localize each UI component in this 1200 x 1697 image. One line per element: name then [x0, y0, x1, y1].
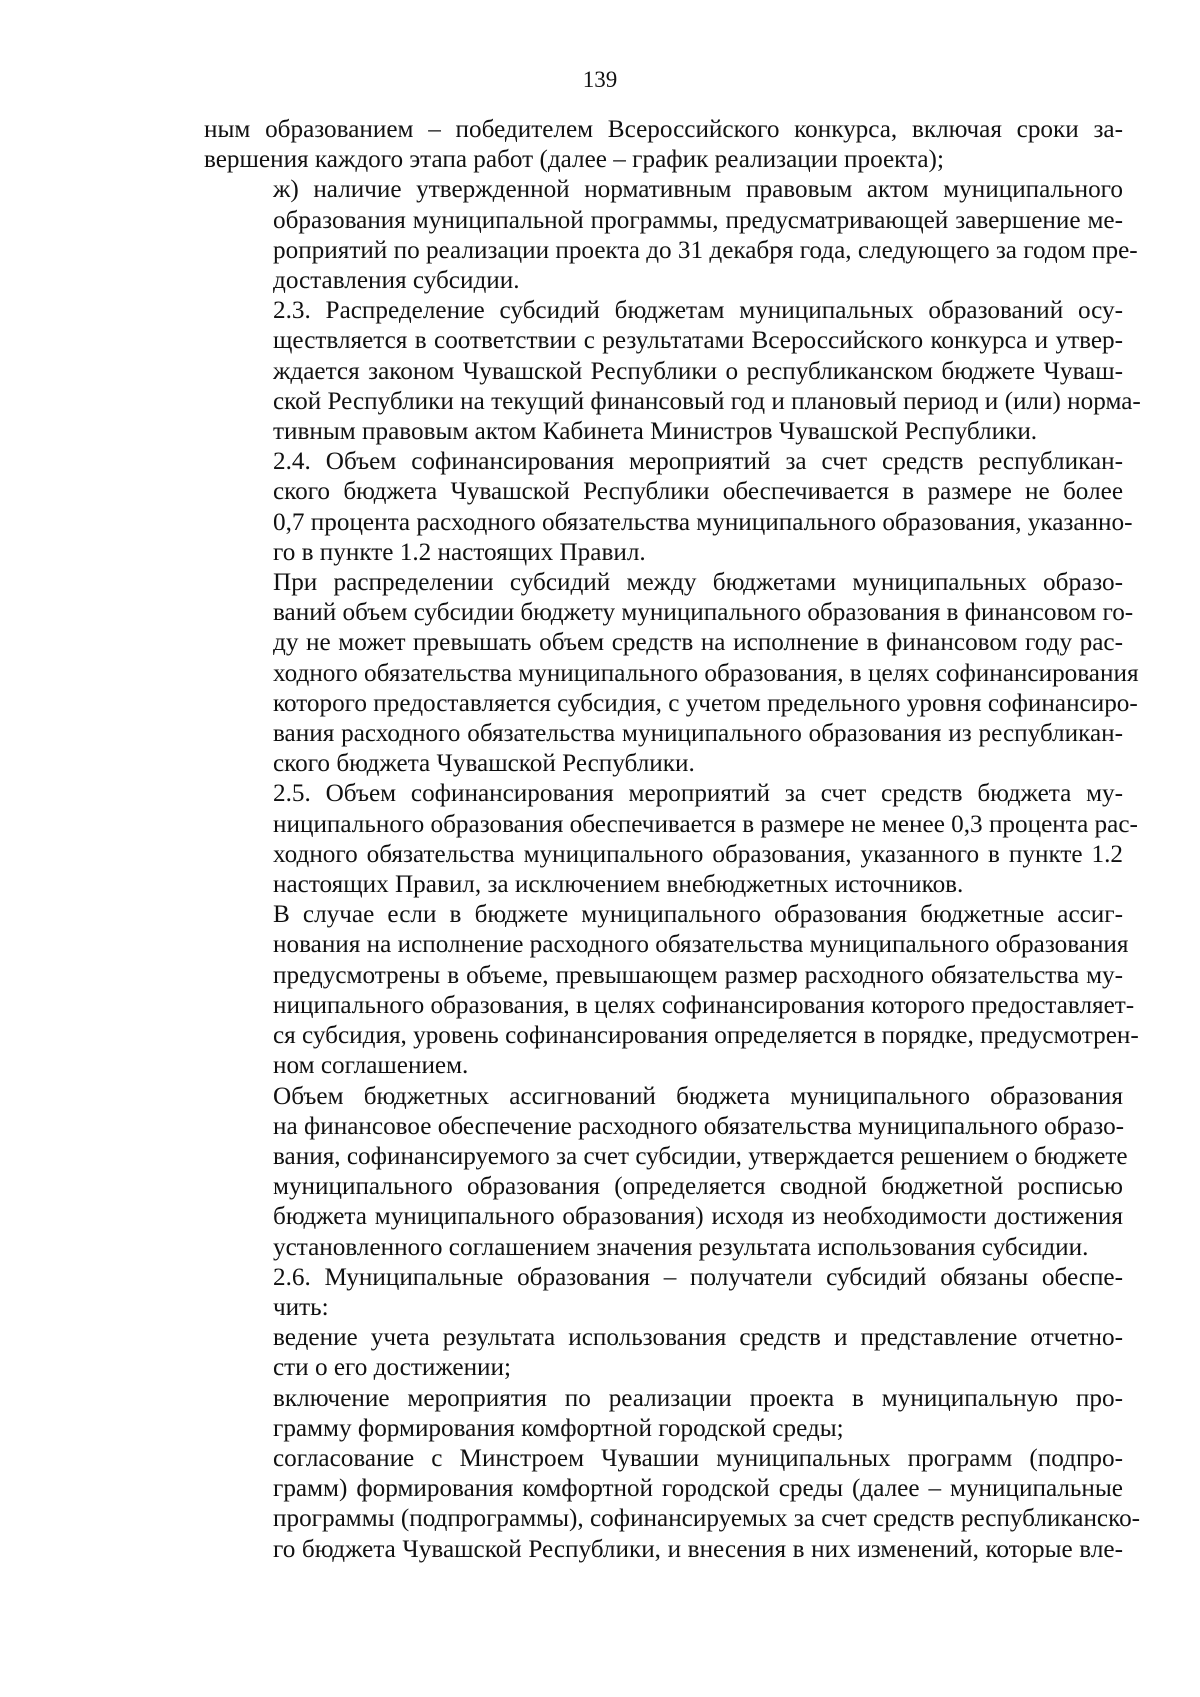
text-line: предусмотрены в объеме, превышающем размер расходного обязательства му-	[273, 961, 1123, 989]
page-number: 139	[582, 67, 618, 92]
text-line: 2.4. Объем софинансирования мероприятий за счет средств республикан-	[273, 448, 1123, 476]
text-line: ской Республики на текущий финансовый год и плановый период и (или) норма-	[273, 387, 1141, 415]
paragraph	[204, 115, 1123, 175]
paragraph	[204, 900, 1139, 1081]
text-line: ского бюджета Чувашской Республики.	[273, 750, 695, 778]
text-line: образования муниципальной программы, предусматривающей завершение ме-	[273, 206, 1123, 234]
paragraph	[204, 1082, 1128, 1263]
paragraph	[204, 1323, 1123, 1383]
text-line: При распределении субсидий между бюджетами муниципальных образо-	[273, 569, 1123, 597]
text-line: роприятий по реализации проекта до 31 декабря года, следующего за годом пре-	[273, 236, 1138, 264]
text-line: 2.5. Объем софинансирования мероприятий за счет средств бюджета му-	[273, 780, 1123, 808]
text-line: вершения каждого этапа работ (далее – график реализации проекта);	[204, 146, 944, 174]
text-line: грамму формирования комфортной городской среды;	[273, 1414, 844, 1442]
text-line: сти о его достижении;	[273, 1354, 512, 1382]
paragraph	[204, 447, 1133, 568]
document-body	[204, 115, 1141, 1565]
paragraph	[204, 1444, 1141, 1565]
paragraph	[204, 296, 1141, 447]
text-line: 2.3. Распределение субсидий бюджетам муниципальных образований осу-	[273, 297, 1123, 325]
text-line: программы (подпрограммы), софинансируемых за счет средств республиканско-	[273, 1505, 1141, 1533]
text-line: ваний объем субсидии бюджету муниципального образования в финансовом го-	[273, 599, 1134, 627]
text-line: ду не может превышать объем средств на исполнение в финансовом году рас-	[273, 629, 1123, 657]
text-line: нования на исполнение расходного обязательства муниципального образования	[273, 931, 1129, 959]
text-line: ходного обязательства муниципального образования, в целях софинансирования	[273, 659, 1139, 687]
text-line: ществляется в соответствии с результатами Всероссийского конкурса и утвер-	[273, 327, 1123, 355]
text-line: согласование с Минстроем Чувашии муниципальных программ (подпро-	[273, 1444, 1123, 1472]
text-line: ж) наличие утвержденной нормативным правовым актом муниципального	[273, 176, 1123, 204]
paragraph	[204, 1384, 1123, 1444]
text-line: вания, софинансируемого за счет субсидии, утверждается решением о бюджете	[273, 1142, 1128, 1170]
text-line: 2.6. Муниципальные образования – получатели субсидий обязаны обеспе-	[273, 1263, 1123, 1291]
text-line: включение мероприятия по реализации проекта в муниципальную про-	[273, 1384, 1123, 1412]
text-line: бюджета муниципального образования) исходя из необходимости достижения	[273, 1203, 1123, 1231]
text-line: ниципального образования обеспечивается в размере не менее 0,3 процента рас-	[273, 810, 1138, 838]
text-line: ского бюджета Чувашской Республики обеспечивается в размере не более	[273, 478, 1123, 506]
text-line: которого предоставляется субсидия, с учетом предельного уровня софинансиро-	[273, 689, 1138, 717]
paragraph	[204, 568, 1139, 779]
text-line: ном соглашением.	[273, 1052, 469, 1080]
text-line: доставления субсидии.	[273, 267, 520, 295]
text-line: ным образованием – победителем Всероссийского конкурса, включая сроки за-	[204, 116, 1123, 143]
text-line: го в пункте 1.2 настоящих Правил.	[273, 538, 646, 566]
text-line: ждается законом Чувашской Республики о республиканском бюджете Чуваш-	[273, 357, 1123, 385]
text-line: тивным правовым актом Кабинета Министров Чувашской Республики.	[273, 418, 1038, 446]
text-line: на финансовое обеспечение расходного обязательства муниципального образо-	[273, 1112, 1125, 1140]
text-line: чить:	[273, 1293, 329, 1321]
paragraph	[204, 175, 1138, 296]
text-line: Объем бюджетных ассигнований бюджета муниципального образования	[273, 1082, 1123, 1110]
text-line: вания расходного обязательства муниципального образования из республикан-	[273, 720, 1123, 748]
text-line: 0,7 процента расходного обязательства муниципального образования, указанно-	[273, 508, 1133, 536]
text-line: ведение учета результата использования средств и представление отчетно-	[273, 1324, 1123, 1352]
text-line: установленного соглашением значения результата использования субсидии.	[273, 1233, 1089, 1261]
text-line: грамм) формирования комфортной городской среды (далее – муниципальные	[273, 1475, 1123, 1503]
text-line: муниципального образования (определяется сводной бюджетной росписью	[273, 1173, 1123, 1201]
paragraph	[204, 779, 1138, 900]
paragraph	[204, 1263, 1123, 1323]
text-line: ся субсидия, уровень софинансирования определяется в порядке, предусмотрен-	[273, 1022, 1139, 1050]
text-line: В случае если в бюджете муниципального образования бюджетные ассиг-	[273, 901, 1123, 929]
text-line: настоящих Правил, за исключением внебюджетных источников.	[273, 871, 964, 899]
text-line: ниципального образования, в целях софинансирования которого предоставляет-	[273, 991, 1135, 1019]
text-line: ходного обязательства муниципального образования, указанного в пункте 1.2	[273, 840, 1123, 868]
text-line: го бюджета Чувашской Республики, и внесения в них изменений, которые вле-	[273, 1535, 1123, 1563]
